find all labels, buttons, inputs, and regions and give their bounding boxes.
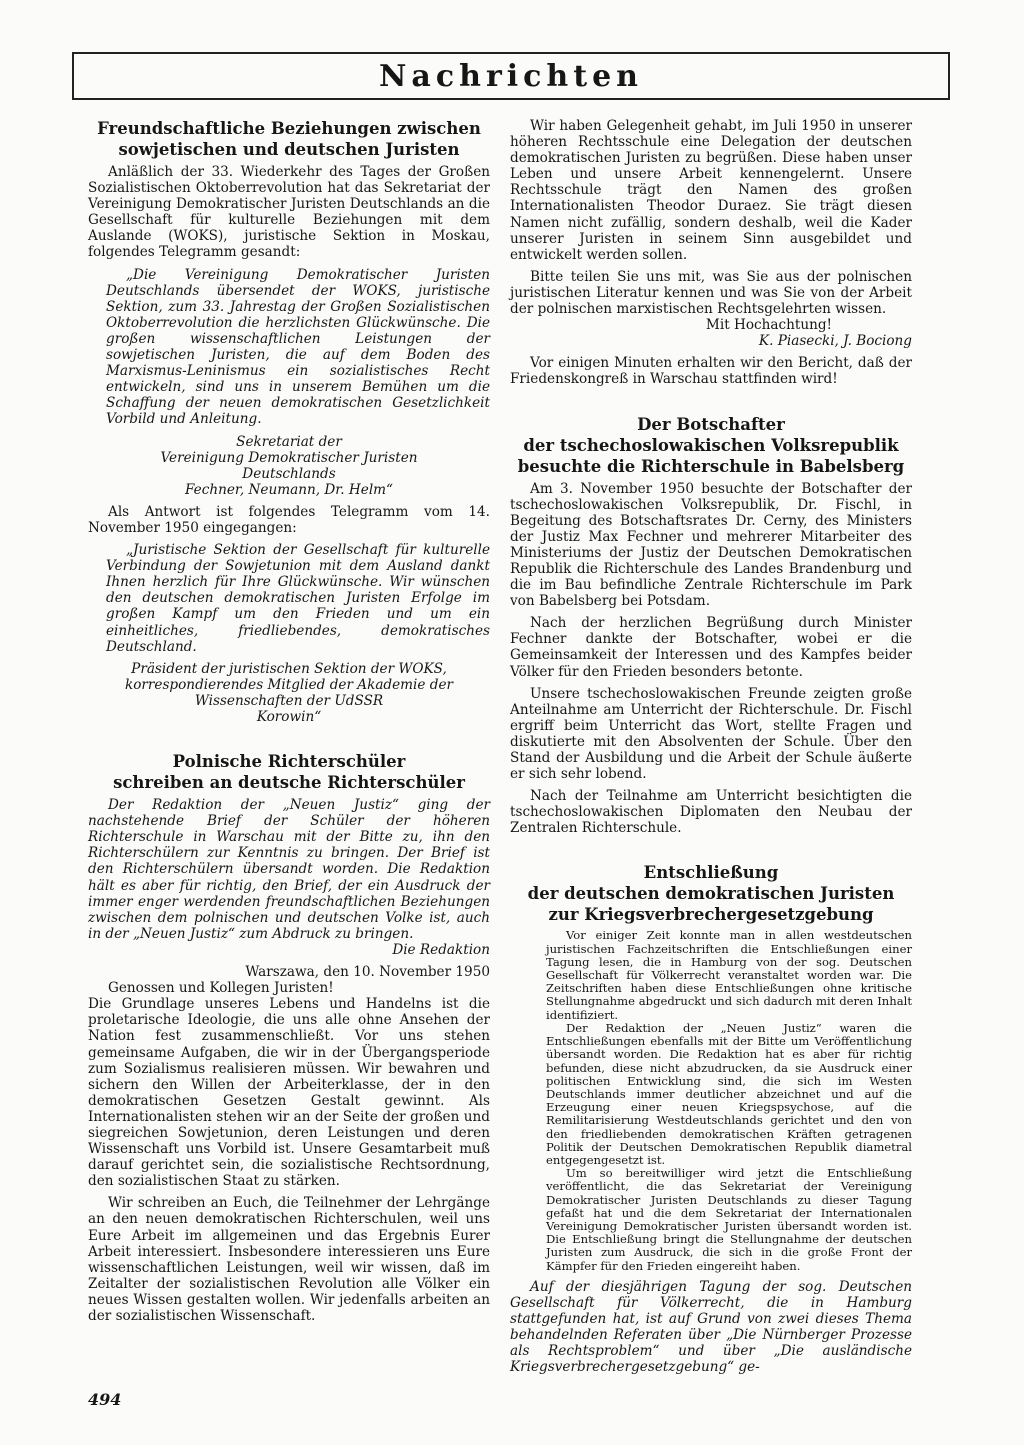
article-botschafter (510, 414, 912, 837)
paragraph: Als Antwort ist folgendes Telegramm vom 14. November 1950 eingegangen: (88, 503, 490, 536)
heading-line: Der Botschafter (637, 414, 785, 434)
signature-line: Präsident der juristischen Sektion der WOKS, (131, 660, 447, 677)
signature-line: Vereinigung Demokratischer Juristen (160, 449, 418, 466)
paragraph: Wir schreiben an Euch, die Teilnehmer der Lehrgänge an den neuen demokratischen Richterschulen, weil uns Eure Arbeit im allgemeinen und das Ergebnis Eurer Arbeit interessiert. Insbesondere interessieren uns Eure wissenschaftlichen Leistungen, weil wir wissen, daß im Zeitalter der sozialistischen Revolution alle Völker ein neues Wissen gestalten wollen. Wir jedenfalls arbeiten an der sozialistischen Wissenschaft. (88, 1195, 490, 1324)
article-entschliessung (510, 862, 912, 1375)
heading-line: Entschließung (643, 863, 779, 883)
editor-signature: Die Redaktion (392, 941, 490, 958)
heading-line: Freundschaftliche Beziehungen zwischen (97, 119, 481, 138)
paragraph: Wir haben Gelegenheit gehabt, im Juli 1950 in unserer höheren Rechtsschule eine Delegation der deutschen demokratischen Juristen zu begrüßen. Diese haben unser Leben und unsere Arbeit kennengelernt. Unsere Rechtsschule trägt den Namen des großen Internationalisten Theodor Duraez. Sie trägt diesen Namen nicht zufällig, sondern deshalb, weil die Kader unserer Juristen in seinem Sinn ausgebildet und entwickelt werden sollen. (510, 118, 912, 263)
article-heading (88, 118, 490, 160)
editor-note: Der Redaktion der „Neuen Justiz“ ging der nachstehende Brief der Schüler der höheren Richterschule in Warschau mit der Bitte zu, ihn den Richterschülern zur Kenntnis zu bringen. Der Brief ist den Richterschülern übersandt worden. Die Redaktion hält es aber für richtig, den Brief, der ein Ausdruck der immer enger werdenden freundschaftlichen Beziehungen zwischen dem polnischen und deutschen Volke ist, auch in der „Neuen Justiz“ zum Abdruck zu bringen. (88, 797, 490, 942)
signers: K. Piasecki, J. Bociong (758, 333, 912, 350)
masthead-title: Nachrichten (379, 58, 643, 94)
article-heading (88, 751, 490, 793)
paragraph: Der Redaktion der „Neuen Justiz“ waren die Entschließungen ebenfalls mit der Bitte um Veröffentlichung übersandt worden. Die Redaktion hat es aber für richtig befunden, diese nicht abzudrucken, da sie Ausdruck einer politischen Entwicklung sind, die sich im Westen Deutschlands immer deutlicher abzeichnet und auf die Erzeugung einer neuen Kriegspsychose, auf die Remilitarisierung Westdeutschlands gerichtet und den von den friedliebenden demokratischen Kräften getragenen Politik der Deutschen Demokratischen Republik diametral entgegengesetzt ist. (546, 1020, 912, 1167)
dateline: Warszawa, den 10. November 1950 (245, 964, 490, 981)
paragraph: Am 3. November 1950 besuchte der Botschafter der tschechoslowakischen Volksrepublik, Dr. Fischl, in Begeitung des Botschaftsrates Dr. Cerny, des Ministers der Justiz Max Fechner und mehrerer Mitarbeiter des Ministeriums der Justiz der Deutschen Demokratischen Republik die Richterschule des Landes Brandenburg und die im Bau befindliche Zentrale Richterschule im Park von Babelsberg bei Potsdam. (510, 480, 912, 610)
right-column (510, 118, 912, 1375)
salutation: Genossen und Kollegen Juristen! (108, 980, 334, 997)
signature-line: Deutschlands (242, 465, 336, 482)
signature-line: Korowin“ (256, 709, 322, 725)
heading-line: der tschechoslowakischen Volksrepublik (523, 435, 899, 455)
paragraph: Nach der Teilnahme am Unterricht besichtigten die tschechoslowakischen Diplomaten den Neubau der Zentralen Richterschule. (510, 788, 912, 837)
signature-block (88, 661, 490, 725)
article-heading (510, 862, 912, 925)
paragraph: Die Grundlage unseres Lebens und Handelns ist die proletarische Ideologie, die uns alle ohne Ansehen der Nation fest zusammenschließt. Vor uns stehen gemeinsame Aufgaben, die wir in der Übergangsperiode zum Sozialismus realisieren müssen. Wir bewahren und sichern den Willen der Arbeiterklasse, der in den demokratischen Gesetzen Gestalt gewinnt. Als Internationalisten stehen wir an der Seite der großen und siegreichen Sowjetunion, deren Leistungen und deren Wissenschaft uns Vorbild ist. Unsere Gesamtarbeit muß darauf gerichtet sein, die sozialistische Rechtsordnung, den sozialistischen Staat zu stärken. (88, 996, 490, 1190)
signature-line: korrespondierendes Mitglied der Akademie der (124, 676, 454, 693)
heading-line: der deutschen demokratischen Juristen (527, 884, 895, 904)
paragraph: Auf der diesjährigen Tagung der sog. Deutschen Gesellschaft für Völkerrecht, die in Hamburg stattgefunden hat, ist auf Grund von zwei dieses Thema behandelnden Referaten über „Die Nürnberger Prozesse als Rechtsproblem“ und über „Die ausländische Kriegsverbrechergesetzgebung“ ge- (510, 1278, 912, 1376)
heading-line: zur Kriegsverbrechergesetzgebung (548, 905, 874, 925)
signature-block (88, 434, 490, 498)
paragraph: Unsere tschechoslowakischen Freunde zeigten große Anteilnahme am Unterricht der Richterschule. Dr. Fischl ergriff beim Unterricht das Wort, stellte Fragen und diskutierte mit den Absolventen der Schule. Über den Stand der Ausbildung und die Arbeit der Schule äußerte er sich sehr lobend. (510, 685, 912, 783)
page-number: 494 (88, 1390, 122, 1409)
paragraph: Nach der herzlichen Begrüßung durch Minister Fechner dankte der Botschafter, wobei er die Gemeinsamkeit der Interessen und des Kampfes beider Völker für den Frieden besonders betonte. (510, 615, 912, 680)
masthead (72, 52, 950, 100)
telegram-quote: „Die Vereinigung Demokratischer Juristen Deutschlands übersendet der WOKS, juristische Sektion, zum 33. Jahrestag der Großen Sozialistischen Oktoberrevolution die herzlichsten Glückwünsche. Die großen wissenschaftlichen Leistungen der sowjetischen Juristen, die auf dem Boden des Marxismus-Leninismus ein sozialistisches Recht entwickeln, sind uns in unserem Bemühen um die Schaffung der neuen demokratischen Gesetzlichkeit Vorbild und Anleitung. (106, 266, 490, 428)
signature-line: Sekretariat der (236, 433, 342, 450)
heading-line: Polnische Richterschüler (172, 752, 406, 772)
heading-line: besuchte die Richterschule in Babelsberg (517, 456, 905, 476)
telegram-quote: „Juristische Sektion der Gesellschaft für kulturelle Verbindung der Sowjetunion mit dem Ausland dankt Ihnen herzlich für Ihre Glückwünsche. Wir wünschen den deutschen demokratischen Juristen Erfolge im großen Kampf um den Frieden und um ein einheitliches, friedliebendes, demokratisches Deutschland. (106, 542, 490, 655)
paragraph: Um so bereitwilliger wird jetzt die Entschließung veröffentlicht, die das Sekretariat der Vereinigung Demokratischer Juristen Deutschlands zu dieser Tagung gefaßt hat und die dem Sekretariat der Internationalen Vereinigung Demokratischer Juristen übersandt worden ist. Die Entschließung bringt die Stellungnahme der deutschen Juristen zum Ausdruck, die sich in die große Front der Kämpfer für den Frieden eingereiht haben. (546, 1166, 912, 1273)
paragraph: Vor einiger Zeit konnte man in allen westdeutschen juristischen Fachzeitschriften die Entschließungen einer Tagung lesen, die in Hamburg von der sog. Deutschen Gesellschaft für Völkerrecht veranstaltet worden war. Die Zeitschriften haben diese Entschließungen ohne kritische Stellungnahme abgedruckt und sich dadurch mit deren Inhalt identifiziert. (546, 928, 912, 1022)
postscript: Vor einigen Minuten erhalten wir den Bericht, daß der Friedenskongreß in Warschau stattfinden wird! (510, 355, 912, 388)
paragraph: Bitte teilen Sie uns mit, was Sie aus der polnischen juristischen Literatur kennen und was Sie von der Arbeit der polnischen marxistischen Rechtsgelehrten wissen. (510, 268, 912, 318)
closing: Mit Hochachtung! (705, 317, 832, 334)
heading-line: sowjetischen und deutschen Juristen (118, 140, 460, 159)
article-polnische-richterschueler (88, 751, 490, 1324)
signature-line: Wissenschaften der UdSSR (194, 692, 384, 709)
small-print-block (546, 929, 912, 1272)
article-juristen (88, 118, 490, 725)
article-heading (510, 414, 912, 477)
left-column (88, 118, 490, 1324)
heading-line: schreiben an deutsche Richterschüler (113, 773, 465, 793)
paragraph: Anläßlich der 33. Wiederkehr des Tages der Großen Sozialistischen Oktoberrevolution hat das Sekretariat der Vereinigung Demokratischer Juristen Deutschlands an die Gesellschaft für kulturelle Beziehungen mit dem Auslande (WOKS), juristische Sektion in Moskau, folgendes Telegramm gesandt: (88, 164, 490, 261)
signature-line: Fechner, Neumann, Dr. Helm“ (184, 481, 394, 498)
